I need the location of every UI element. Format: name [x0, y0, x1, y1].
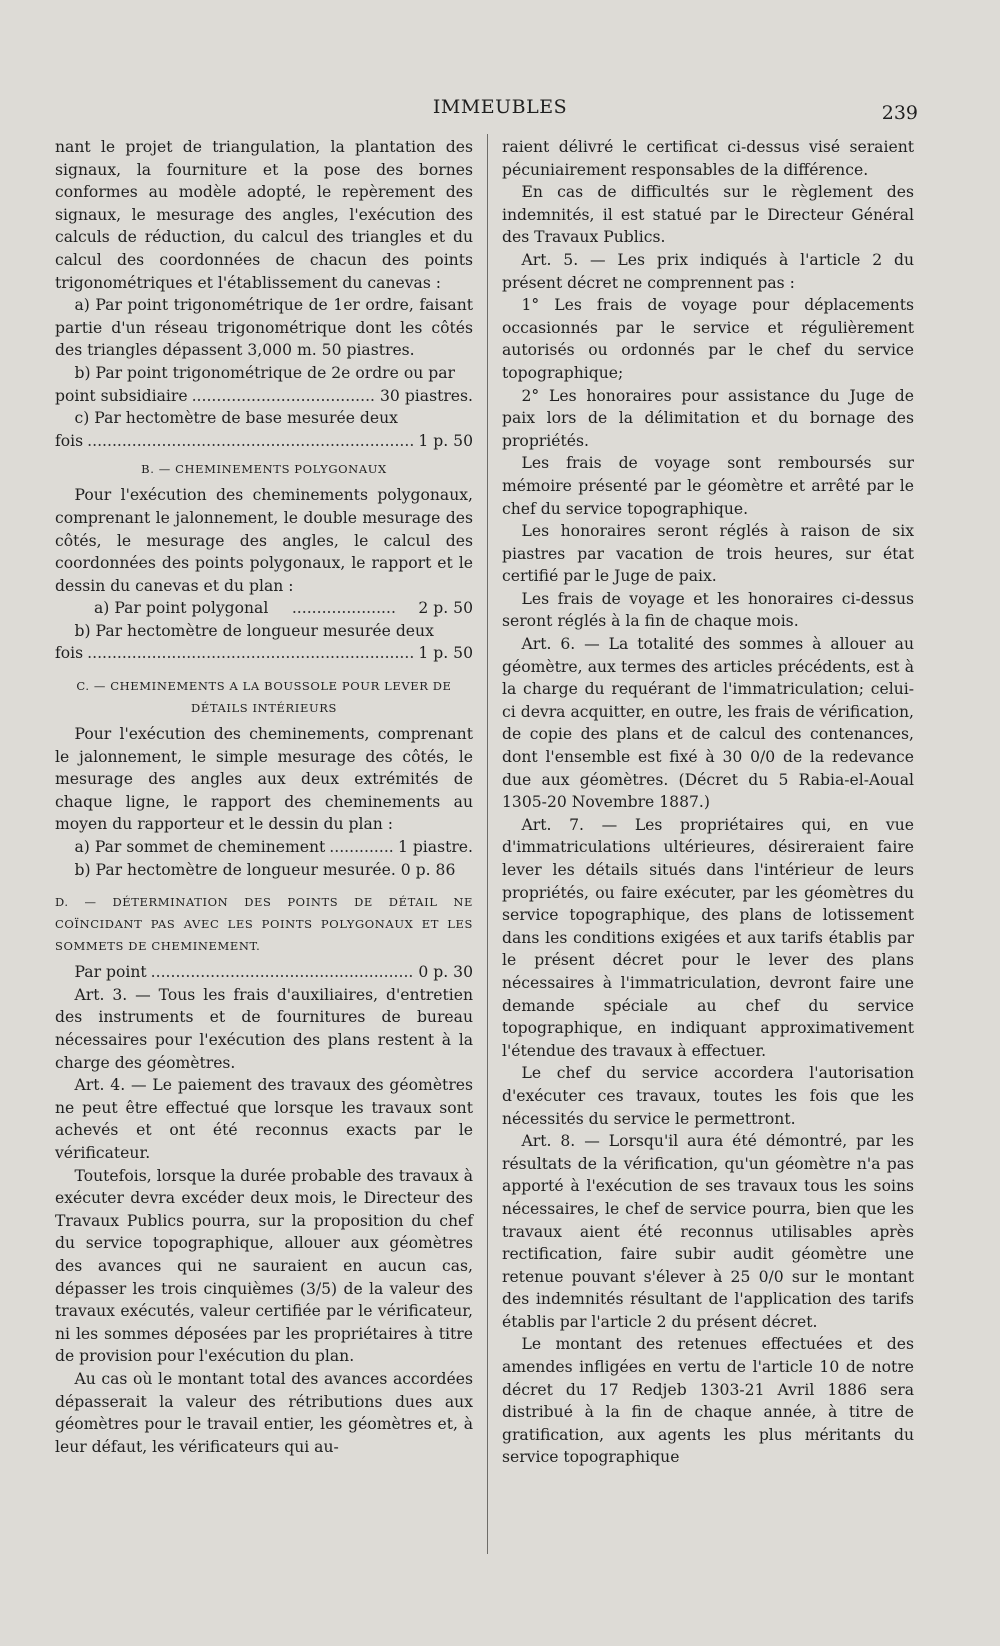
- section-heading-d: D. — DÉTERMINATION DES POINTS DE DÉTAIL NE COÏNCIDANT PAS AVEC LES POINTS POLYGONAUX ET LES SOMMETS DE CHEMINEMENT.: [55, 895, 473, 954]
- paragraph: Le chef du service accordera l'autorisation d'exécuter ces travaux, toutes les fois que les nécessités du service le permettront.: [502, 1064, 914, 1128]
- article-8: Art. 8. — Lorsqu'il aura été démontré, par les résultats de la vérification, qu'un géomètre n'a pas apporté à l'exécution de ses travaux tous les soins nécessaires, le chef de service pourra, bien que les travaux aient été reconnus utilisables après rectification, faire subir audit géomètre une retenue pouvant s'élever à 25 0/0 sur le montant des indemnités résultant de l'application des tarifs établis par l'article 2 du présent décret.: [502, 1132, 914, 1331]
- tariff-amount: 0 p. 30: [418, 963, 473, 982]
- tariff-label: fois: [55, 644, 84, 663]
- running-header: IMMEUBLES: [432, 96, 568, 118]
- dot-leader: [87, 430, 414, 453]
- dot-leader: [272, 597, 395, 620]
- tariff-item-b: b) Par hectomètre de longueur mesurée. 0 p. 86: [74, 860, 456, 879]
- tariff-line: [55, 385, 473, 408]
- tariff-amount: 2 p. 50: [418, 599, 473, 618]
- tariff-label: a) Par sommet de cheminement: [74, 838, 326, 857]
- section-heading-c: C. — CHEMINEMENTS A LA BOUSSOLE POUR LEVER DE DÉTAILS INTÉRIEURS: [76, 679, 452, 716]
- article-6: Art. 6. — La totalité des sommes à allouer au géomètre, aux termes des articles précédents, est à la charge du requérant de l'immatriculation; celui-ci devra acquitter, en outre, les frais de vérification, de copie des plans et de calcul des contenances, dont l'ensemble est fixé à 30 0/0 de la redevance due aux géomètres. (Décret du 5 Rabia-el-Aoual 1305-20 Novembre 1887.): [502, 635, 914, 812]
- paragraph: Les frais de voyage sont remboursés sur mémoire présenté par le géomètre et arrêté par le chef du service topographique.: [502, 454, 914, 518]
- tariff-line: [55, 961, 473, 984]
- tariff-label: a) Par point polygonal: [94, 599, 269, 618]
- article-7: Art. 7. — Les propriétaires qui, en vue d'immatriculations ultérieures, désireraient faire lever les détails situés dans l'intérieur de leurs propriétés, ou faire exécuter, par les géomètres du service topographique, des plans de lotissement dans les conditions exigées et aux tarifs établis par le présent décret pour le lever des plans nécessaires à l'immatriculation, devront faire une demande spéciale au chef du service topographique, en indiquant approximativement l'étendue des travaux à effectuer.: [502, 815, 914, 1060]
- tariff-label: fois: [55, 431, 84, 450]
- paragraph: Pour l'exécution des cheminements, comprenant le jalonnement, le simple mesurage des côtés, le mesurage des angles aux deux extrémités de chaque ligne, le rapport des cheminements au moyen du rapporteur et le dessin du plan :: [55, 725, 473, 834]
- tariff-line: [55, 597, 473, 620]
- tariff-line: [55, 430, 473, 453]
- left-column: [55, 136, 473, 1458]
- paragraph: Pour l'exécution des cheminements polygonaux, comprenant le jalonnement, le double mesurage des côtés, le mesurage des angles, le calcul des coordonnées des points polygonaux, le rapport et le dessin du canevas et du plan :: [55, 486, 473, 595]
- tariff-label: point subsidiaire: [55, 386, 188, 405]
- tariff-item-b: b) Par point trigonométrique de 2e ordre ou par: [74, 363, 455, 382]
- article-4: Art. 4. — Le paiement des travaux des géomètres ne peut être effectué que lorsque les travaux sont achevés et ont été reconnus exacts par le vérificateur.: [55, 1076, 473, 1162]
- paragraph: raient délivré le certificat ci-dessus visé seraient pécuniairement responsables de la différence.: [502, 138, 914, 179]
- article-3: Art. 3. — Tous les frais d'auxiliaires, d'entretien des instruments et de fournitures de bureau nécessaires pour l'exécution des plans restent à la charge des géomètres.: [55, 985, 473, 1072]
- paragraph: Toutefois, lorsque la durée probable des travaux à exécuter devra excéder deux mois, le Directeur des Travaux Publics pourra, sur la proposition du chef du service topographique, allouer aux géomètres des avances qui ne sauraient en aucun cas, dépasser les trois cinquièmes (3/5) de la valeur des travaux exécutés, valeur certifiée par le vérificateur, ni les sommes déposées par les propriétaires à titre de provision pour l'exécution du plan.: [55, 1166, 473, 1366]
- tariff-amount: 1 p. 50: [418, 431, 473, 450]
- tariff-item-a: a) Par point trigonométrique de 1er ordre, faisant partie d'un réseau trigonométrique dont les côtés des triangles dépassent 3,000 m. 50 piastres.: [55, 296, 473, 360]
- tariff-item-c: c) Par hectomètre de base mesurée deux: [74, 409, 398, 428]
- page-number: 239: [881, 102, 918, 124]
- dot-leader: [329, 836, 394, 859]
- tariff-amount: 1 p. 50: [418, 644, 473, 663]
- paragraph: En cas de difficultés sur le règlement des indemnités, il est statué par le Directeur Général des Travaux Publics.: [502, 183, 914, 247]
- tariff-line: [55, 642, 473, 665]
- list-item: 1° Les frais de voyage pour déplacements occasionnés par le service et régulièrement autorisés ou ordonnés par le chef du service topographique;: [502, 296, 914, 382]
- dot-leader: [151, 961, 415, 984]
- column-divider: [487, 134, 488, 1554]
- article-5: Art. 5. — Les prix indiqués à l'article 2 du présent décret ne comprennent pas :: [502, 250, 914, 292]
- paragraph: Les honoraires seront réglés à raison de six piastres par vacation de trois heures, sur état certifié par le Juge de paix.: [502, 522, 914, 586]
- paragraph: Le montant des retenues effectuées et des amendes infligées en vertu de l'article 10 de notre décret du 17 Redjeb 1303-21 Avril 1886 sera distribué à la fin de chaque année, à titre de gratification, aux agents les plus méritants du service topographique: [502, 1335, 914, 1467]
- dot-leader: [87, 642, 414, 665]
- tariff-item-b: b) Par hectomètre de longueur mesurée deux: [74, 621, 434, 640]
- paragraph: Au cas où le montant total des avances accordées dépasserait la valeur des rétributions dues aux géomètres pour le travail entier, les géomètres et, à leur défaut, les vérificateurs qui au-: [55, 1369, 473, 1456]
- paragraph: Les frais de voyage et les honoraires ci-dessus seront réglés à la fin de chaque mois.: [502, 589, 914, 631]
- paragraph: nant le projet de triangulation, la plantation des signaux, la fourniture et la pose des bornes conformes au modèle adopté, le repèrement des signaux, le mesurage des angles, l'exécution des calculs de réduction, du calcul des triangles et du calcul des coordonnées de chacun des points trigonométriques et l'établissement du canevas :: [55, 138, 473, 292]
- right-column: [502, 136, 914, 1469]
- tariff-line: [55, 836, 473, 859]
- list-item: 2° Les honoraires pour assistance du Juge de paix lors de la délimitation et du bornage des propriétés.: [502, 386, 914, 450]
- section-heading-b: B. — CHEMINEMENTS POLYGONAUX: [141, 462, 387, 477]
- tariff-amount: 30 piastres.: [380, 386, 473, 405]
- tariff-label: Par point: [74, 963, 147, 982]
- tariff-amount: 1 piastre.: [397, 838, 473, 857]
- dot-leader: [192, 385, 376, 408]
